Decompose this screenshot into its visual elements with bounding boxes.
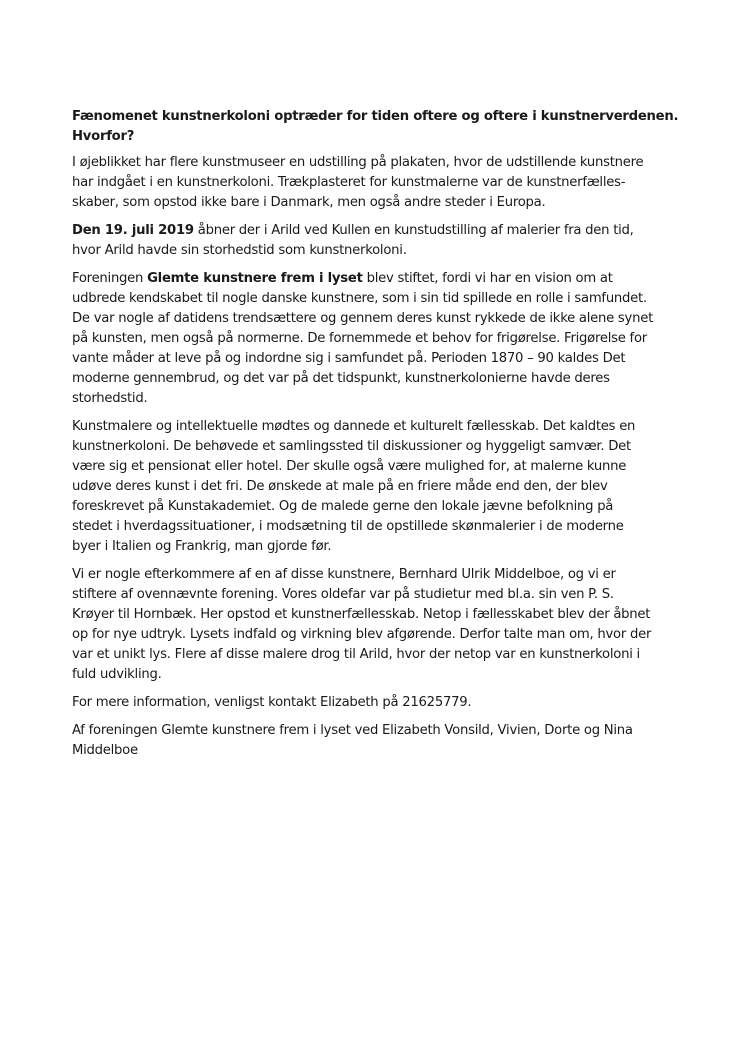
heading-line: Fænomenet kunstnerkoloni optræder for tiden oftere og oftere i kunstnerverdenen. [72, 109, 679, 124]
paragraph-exhibition-date [72, 221, 684, 261]
document-heading [72, 107, 684, 147]
text-line: har indgået i en kunstnerkoloni. Trækplasteret for kunstmalerne var de kunstnerfælles- [72, 175, 626, 190]
text-line: stedet i hverdagssituationer, i modsætning til de opstillede skønmalerier i de moderne [72, 519, 624, 534]
text-fragment: åbner der i Arild ved Kullen en kunstudstilling af malerier fra den tid, [193, 223, 634, 238]
text-line: op for nye udtryk. Lysets indfald og virkning blev afgørende. Derfor talte man om, hvor der [72, 627, 652, 642]
text-line [72, 269, 684, 289]
association-name: Glemte kunstnere frem i lyset [147, 271, 363, 286]
text-line: udøve deres kunst i det fri. De ønskede at male på en friere måde end den, der blev [72, 479, 608, 494]
exhibition-date: Den 19. juli 2019 [72, 223, 194, 238]
text-line: var et unikt lys. Flere af disse malere drog til Arild, hvor der netop var en kunstnerkoloni i [72, 647, 640, 662]
text-line: Af foreningen Glemte kunstnere frem i lyset ved Elizabeth Vonsild, Vivien, Dorte og Nina [72, 723, 633, 738]
heading-line: Hvorfor? [72, 129, 135, 144]
text-line: Middelboe [72, 743, 138, 758]
text-line: kunstnerkoloni. De behøvede et samlingssted til diskussioner og hyggeligt samvær. Det [72, 439, 631, 454]
text-fragment: Foreningen [72, 271, 148, 286]
text-line: De var nogle af datidens trendsættere og gennem deres kunst rykkede de ikke alene synet [72, 311, 654, 326]
text-line: foreskrevet på Kunstakademiet. Og de malede gerne den lokale jævne befolkning på [72, 499, 614, 514]
text-line: I øjeblikket har flere kunstmuseer en udstilling på plakaten, hvor de udstillende kunstnere [72, 155, 644, 170]
text-line: være sig et pensionat eller hotel. Der skulle også være mulighed for, at malerne kunne [72, 459, 627, 474]
text-line: byer i Italien og Frankrig, man gjorde før. [72, 539, 332, 554]
paragraph-contact [72, 693, 684, 713]
paragraph-association [72, 269, 684, 409]
text-line: Kunstmalere og intellektuelle mødtes og dannede et kulturelt fællesskab. Det kaldtes en [72, 419, 636, 434]
paragraph-signature [72, 721, 684, 761]
text-line: hvor Arild havde sin storhedstid som kunstnerkoloni. [72, 243, 407, 258]
text-line: stiftere af ovennævnte forening. Vores oldefar var på studietur med bl.a. sin ven P. S. [72, 587, 614, 602]
text-line: Krøyer til Hornbæk. Her opstod et kunstnerfællesskab. Netop i fællesskabet blev der åbnet [72, 607, 651, 622]
text-line: udbrede kendskabet til nogle danske kunstnere, som i sin tid spillede en rolle i samfundet. [72, 291, 647, 306]
text-line: skaber, som opstod ikke bare i Danmark, men også andre steder i Europa. [72, 195, 546, 210]
paragraph-descendants [72, 565, 684, 685]
paragraph-artist-colony [72, 417, 684, 557]
text-line: fuld udvikling. [72, 667, 162, 682]
paragraph-intro [72, 153, 684, 213]
text-line: vante måder at leve på og indordne sig i samfundet på. Perioden 1870 – 90 kaldes Det [72, 351, 626, 366]
text-line: storhedstid. [72, 391, 148, 406]
text-fragment: blev stiftet, fordi vi har en vision om at [362, 271, 613, 286]
text-line: på kunsten, men også på normerne. De fornemmede et behov for frigørelse. Frigørelse for [72, 331, 647, 346]
text-line: moderne gennembrud, og det var på det tidspunkt, kunstnerkolonierne havde deres [72, 371, 610, 386]
text-line [72, 221, 684, 241]
text-line: Vi er nogle efterkommere af en af disse kunstnere, Bernhard Ulrik Middelboe, og vi er [72, 567, 616, 582]
text-line: For mere information, venligst kontakt Elizabeth på 21625779. [72, 695, 472, 710]
document-page [72, 107, 684, 769]
